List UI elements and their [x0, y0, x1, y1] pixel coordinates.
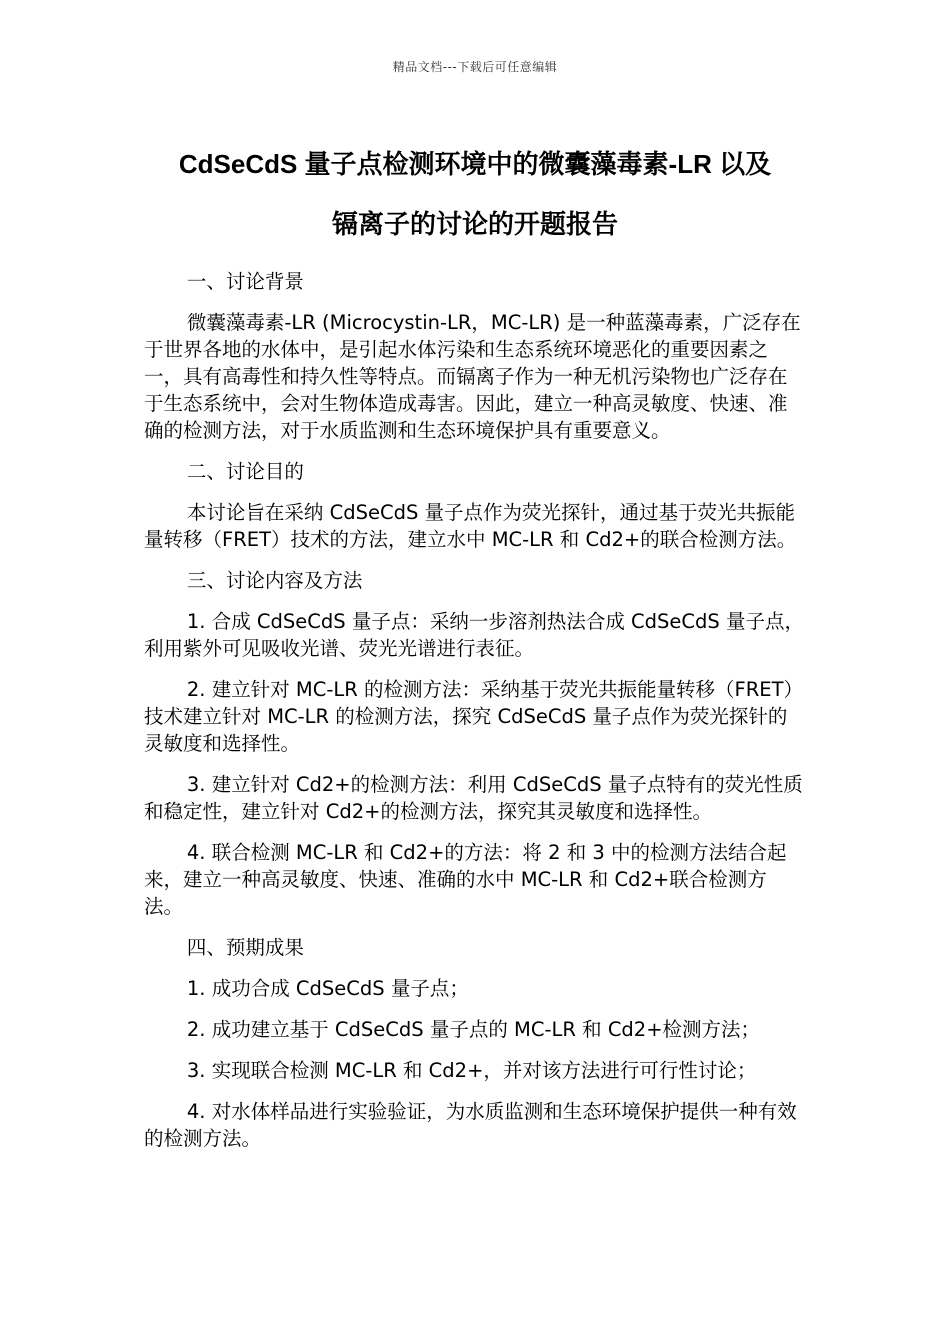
- outcome-item-1: 1. 成功合成 CdSeCdS 量子点；: [186, 977, 469, 1000]
- method-item-4: 4. 联合检测 MC-LR 和 Cd2+的方法：将 2 和 3 中的检测方法结合起来，建立一种高灵敏度、快速、准确的水中 MC-LR 和 Cd2+联合检测方法。: [144, 841, 787, 918]
- section-heading-background: 一、讨论背景: [186, 270, 304, 293]
- paragraph-purpose: 本讨论旨在采纳 CdSeCdS 量子点作为荧光探针，通过基于荧光共振能量转移（FRET）技术的方法，建立水中 MC-LR 和 Cd2+的联合检测方法。: [144, 501, 797, 551]
- paragraph-background: 微囊藻毒素-LR (Microcystin-LR，MC-LR) 是一种蓝藻毒素，广泛存在于世界各地的水体中，是引起水体污染和生态系统环境恶化的重要因素之一，具有高毒性和持久性等特点。而镉离子作为一种无机污染物也广泛存在于生态系统中，会对生物体造成毒害。因此，建立一种高灵敏度、快速、准确的检测方法，对于水质监测和生态环境保护具有重要意义。: [144, 311, 801, 442]
- document-body: [144, 268, 804, 1166]
- outcome-item-4: 4. 对水体样品进行实验验证，为水质监测和生态环境保护提供一种有效的检测方法。: [144, 1100, 797, 1150]
- page-header: 精品文档---下载后可任意编辑: [392, 60, 558, 74]
- outcome-item-3: 3. 实现联合检测 MC-LR 和 Cd2+，并对该方法进行可行性讨论；: [186, 1059, 757, 1082]
- outcome-item-2: 2. 成功建立基于 CdSeCdS 量子点的 MC-LR 和 Cd2+检测方法；: [186, 1018, 761, 1041]
- method-item-3: 3. 建立针对 Cd2+的检测方法：利用 CdSeCdS 量子点特有的荧光性质和稳定性，建立针对 Cd2+的检测方法，探究其灵敏度和选择性。: [144, 773, 803, 823]
- section-heading-purpose: 二、讨论目的: [186, 460, 304, 483]
- method-item-1: 1. 合成 CdSeCdS 量子点：采纳一步溶剂热法合成 CdSeCdS 量子点，利用紫外可见吸收光谱、荧光光谱进行表征。: [144, 610, 804, 660]
- title-line-2: 镉离子的讨论的开题报告: [331, 209, 618, 239]
- method-item-2: 2. 建立针对 MC-LR 的检测方法：采纳基于荧光共振能量转移（FRET）技术建立针对 MC-LR 的检测方法，探究 CdSeCdS 量子点作为荧光探针的灵敏度和选择性。: [144, 678, 803, 755]
- title-line-1: CdSeCdS 量子点检测环境中的微囊藻毒素-LR 以及: [178, 149, 772, 179]
- document-title: [120, 134, 830, 254]
- section-heading-outcomes: 四、预期成果: [186, 936, 304, 959]
- section-heading-methods: 三、讨论内容及方法: [186, 569, 363, 592]
